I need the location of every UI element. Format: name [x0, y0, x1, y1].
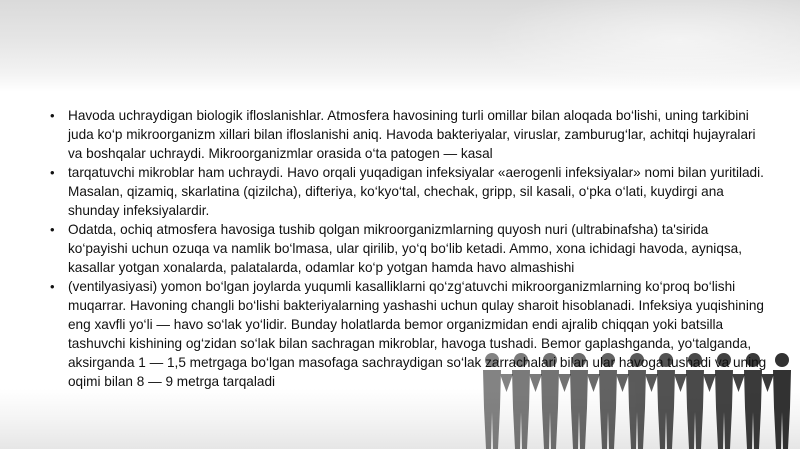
bullet-text: tarqatuvchi mikroblar ham uchraydi. Havo orqali yuqadigan infeksiyalar «aerogenli infeksiyalar» nomi bilan yuritiladi. Masalan, qizamiq, skarlatina (qizilcha), difteriya, ko‘kyo‘tal, chechak, gripp, sil kasali, o‘pka o‘lati, kuydirgi ana shunday infeksiyalardir. — [68, 165, 764, 218]
bullet-text: (ventilyasiyasi) yomon bo‘lgan joylarda yuqumli kasalliklarni qo‘zg‘atuvchi mikroorganizmlarning ko‘proq bo‘lishi muqarrar. Havoning changli bo‘lishi bakteriyalarning yashashi uchun qulay sharoit hisoblanadi. Infeksiya yuqishining eng xavfli yo‘li — havo so‘lak yo‘lidir. Bunday holatlarda bemor organizmidan endi ajralib chiqqan yoki batsilla tashuvchi kishining og‘zidan so‘lak bilan sachragan mikroblar, havoga tushadi. Bemor gaplashganda, yo‘talganda, aksirganda 1 — 1,5 metrgaga bo‘lgan masofaga sachraydigan so‘lak zarrachalari bilan ular havoga tushadi va uning oqimi bilan 8 — 9 metrga tarqaladi — [68, 279, 767, 389]
person-silhouette — [773, 353, 791, 449]
header-gradient-band — [0, 0, 800, 92]
bullet-item — [50, 277, 770, 391]
bullet-point: • — [50, 279, 55, 294]
bullet-point: • — [50, 108, 55, 123]
bullet-text: Odatda, ochiq atmosfera havosiga tushib qolgan mikroorganizmlarning quyosh nuri (ultrabinafsha) ta'sirida ko‘payishi uchun ozuqa va namlik bo‘lmasa, ular qirilib, yo‘q bo‘lib ketadi. Ammo, xona ichidagi havoda, ayniqsa, kasallar yotgan xonalarda, palatalarda, odamlar ko‘p yotgan hamda havo almashishi — [68, 222, 743, 275]
bullet-text: Havoda uchraydigan biologik ifloslanishlar. Atmosfera havosining turli omillar bilan aloqada bo‘lishi, uning tarkibini juda ko‘p mikroorganizm xillari bilan ifloslanishi aniq. Havoda bakteriyalar, viruslar, zamburug‘lar, achitqi hujayralari va boshqalar uchraydi. Mikroorganizmlar orasida o‘ta patogen — kasal — [68, 108, 756, 161]
bullet-item — [50, 106, 770, 163]
bullet-item — [50, 220, 770, 277]
bullet-point: • — [50, 165, 55, 180]
bullet-item — [50, 163, 770, 220]
bullet-point: • — [50, 222, 55, 237]
slide-body — [50, 106, 770, 391]
